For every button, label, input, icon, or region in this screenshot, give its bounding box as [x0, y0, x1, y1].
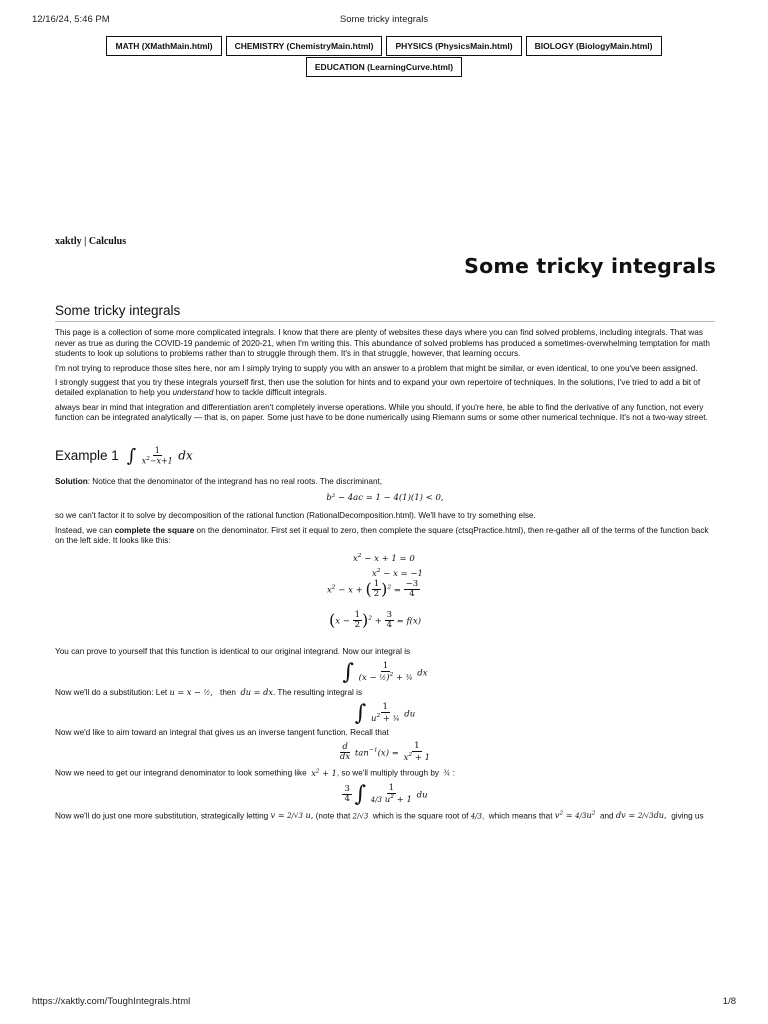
last-and: and	[599, 811, 614, 821]
integral-after-cts: ∫ $\frac{1}{(x - \frac{1}{2})^2 + \frac{3}{4}}$ dx	[342, 660, 428, 686]
nav-education-button[interactable]: EDUCATION (LearningCurve.html)	[306, 57, 462, 77]
cts-text-b: on the denominator. First set it equal to zero, then complete the square (ctsqPractice.html), then re-gather all of the terms of the function back on the left side. It looks like this:	[55, 525, 709, 546]
substitution-text: Now we'll do a substitution: Let u = x − ½, then du = dx. The resulting integral is	[55, 687, 363, 698]
intro-paragraph-1: This page is a collection of some more complicated integrals. I know that there are plenty of websites these days where you can find solved problems, including integrals. That was never as true as during the COVID-19 pandemic of 2020-21, when I'm writing this. This abundance of solved problems has produced a sometimes-overwhelming temptation for math students to look up solutions to problems rather than to struggle through them. It's in that struggle, however, that learning occurs.	[55, 328, 710, 359]
print-header	[32, 14, 736, 28]
subst-result: . The resulting integral is	[273, 688, 363, 698]
integral-in-u: ∫ $\frac{1}{u^2 + \frac{3}{4}}$ du	[354, 700, 416, 726]
example-1-integral: ∫ $\frac{1}{x^2-x+1}$ dx	[126, 445, 193, 467]
prove-text: You can prove to yourself that this function is identical to our original integrand. Now our integral is	[55, 646, 411, 656]
main-content	[55, 303, 715, 826]
solution-label: Solution	[55, 476, 88, 486]
complete-square-equations	[55, 551, 715, 643]
scaled-integral: $\frac{3}{4}$ ∫ $\frac{1}{4/3 u^2 + 1}$ du	[344, 781, 428, 807]
example-1-label: Example 1	[55, 448, 119, 464]
last-means: which means that	[488, 811, 553, 821]
print-datetime: 12/16/24, 5:46 PM	[32, 14, 110, 25]
print-url: https://xaktly.com/ToughIntegrals.html	[32, 996, 191, 1007]
discriminant-equation: b² − 4ac = 1 − 4(1)(1) < 0,	[326, 493, 444, 504]
cts-step-2: $x^2 - x = -1$	[372, 566, 423, 579]
final-substitution-text: Now we'll do just one more substitution, strategically letting v = 2/√3 u, (note that 2/√3 which is the square root of 4/3, which means that $v^2 = 4/3u^2$ and dv = 2/√3du, giving us	[55, 810, 704, 821]
subst-label: Now we'll do a substitution: Let	[55, 688, 168, 698]
solution-intro	[55, 477, 715, 487]
intro-p3-text-b: how to tackle difficult integrals.	[213, 388, 327, 398]
last-giving: giving us	[671, 811, 704, 821]
denominator-text: Now we need to get our integrand denominator to look something like $x^2 + 1$, so we'll multiply through by ¾ :	[55, 768, 455, 779]
intro-p3-emphasis: understand	[172, 388, 214, 398]
cts-step-4: (x − $\frac{1}{2}$ )$^2$ + $\frac{3}{4}$ = f(x)	[329, 609, 422, 630]
subst-then: then	[220, 688, 236, 698]
print-page-number: 1/8	[722, 996, 736, 1007]
complete-square-text	[55, 526, 715, 547]
denom-text: Now we need to get our integrand denominator to look something like	[55, 769, 307, 779]
last-note: (note that	[315, 811, 351, 821]
nav-row-2	[0, 57, 768, 77]
intro-paragraph-4: always bear in mind that integration and differentiation aren't completely inverse operations. While you should, if you're here, be able to find the derivative of any function, not every function can be integrated analytically — that is, on paper. Some just have to be done numerically using Riemann sums or some other numerical technique. It's not a two-way street.	[55, 402, 708, 423]
site-brand[interactable]: xaktly | Calculus	[55, 236, 127, 247]
nav-physics-button[interactable]: PHYSICS (PhysicsMain.html)	[386, 36, 521, 56]
arctan-derivative: $\frac{d}{dx}$ $\tan^{-1}(x)$ = $\frac{1}{x^2 + 1}$	[339, 740, 431, 763]
multiply-text: , so we'll multiply through by	[336, 769, 439, 779]
cts-text-a: Instead, we can	[55, 525, 115, 535]
nav-chemistry-button[interactable]: CHEMISTRY (ChemistryMain.html)	[226, 36, 383, 56]
aim-text: Now we'd like to aim toward an integral that gives us an inverse tangent function. Recall that	[55, 727, 389, 737]
print-footer	[32, 996, 736, 1010]
nav-row-1	[0, 36, 768, 56]
intro-paragraph-3	[55, 378, 715, 399]
intro-p3-text-a: I strongly suggest that you try these integrals yourself first, then use the solution for hints and to expand your own repertoire of techniques. In the solutions, I've tried to add a bit of detailed explanation to help you	[55, 378, 701, 398]
intro-paragraph-2: I'm not trying to reproduce those sites here, nor am I simply trying to supply you with an answer to a problem that might be similar, or even identical, to one you've been assigned.	[55, 363, 698, 373]
last-sqrt: which is the square root of	[372, 811, 469, 821]
nav-biology-button[interactable]: BIOLOGY (BiologyMain.html)	[526, 36, 662, 56]
top-navigation	[0, 36, 768, 78]
after-discriminant-text: so we can't factor it to solve by decomposition of the rational function (RationalDecomposition.html). We'll have to try something else.	[55, 511, 536, 521]
last-text-a: Now we'll do just one more substitution, strategically letting	[55, 811, 269, 821]
example-1-heading	[55, 446, 715, 468]
section-heading: Some tricky integrals	[55, 306, 715, 322]
cts-step-1: $x^2 - x + 1 = 0$	[353, 551, 415, 564]
page-title: Some tricky integrals	[464, 254, 716, 278]
print-page-title: Some tricky integrals	[339, 14, 429, 25]
cts-bold: complete the square	[114, 525, 195, 535]
solution-text: : Notice that the denominator of the integrand has no real roots. The discriminant,	[87, 476, 383, 486]
nav-math-button[interactable]: MATH (XMathMain.html)	[106, 36, 221, 56]
cts-step-3: $x^2 - x$ + ( $\frac{1}{2}$ )$^2$ = $\frac{-3}{4}$	[327, 578, 419, 599]
